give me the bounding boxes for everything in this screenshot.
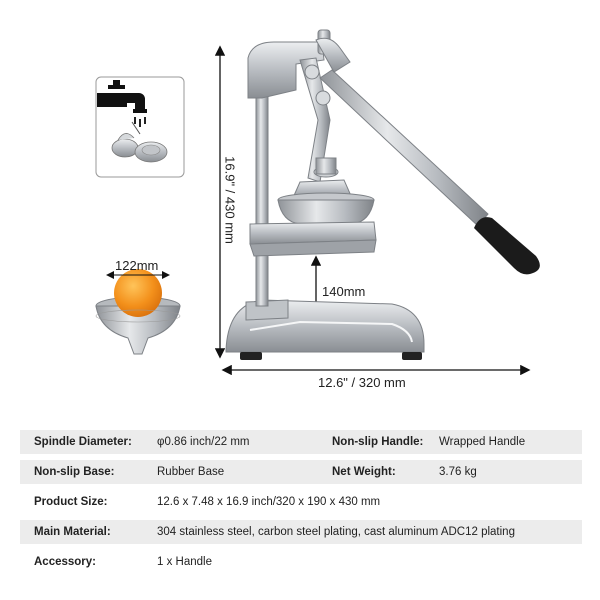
spec-row: [20, 460, 582, 484]
rubber-foot: [402, 352, 422, 360]
cone-with-orange: [96, 269, 180, 354]
spec-value: 3.76 kg: [439, 466, 477, 478]
rubber-foot: [240, 352, 262, 360]
spec-row: [20, 430, 582, 454]
juicer-body: [226, 30, 540, 360]
height-dimension-label: 16.9" / 430 mm: [222, 156, 238, 244]
spec-value: φ0.86 inch/22 mm: [157, 436, 250, 448]
cone-diameter-label: 122mm: [115, 258, 159, 273]
handle-grip: [474, 217, 540, 274]
spec-row: [20, 490, 582, 514]
spec-label: Accessory:: [34, 556, 97, 568]
spec-row: [20, 520, 582, 544]
spec-row: [20, 550, 582, 574]
spec-value: 12.6 x 7.48 x 16.9 inch/320 x 190 x 430 mm: [157, 496, 381, 508]
spec-value: 1 x Handle: [157, 556, 212, 568]
spec-label: Spindle Diameter:: [34, 436, 132, 448]
spec-label: Net Weight:: [332, 466, 396, 478]
spec-value: Rubber Base: [157, 466, 225, 478]
specification-table: [20, 430, 582, 580]
spec-value: 304 stainless steel, carbon steel plating, cast aluminum ADC12 plating: [157, 526, 515, 538]
spec-label: Non-slip Handle:: [332, 436, 424, 448]
washable-inset: [96, 77, 184, 177]
spec-value: Wrapped Handle: [439, 436, 526, 448]
spec-label: Non-slip Base:: [34, 466, 115, 478]
cup-height-label: 140mm: [322, 284, 366, 299]
spec-label: Product Size:: [34, 496, 108, 508]
width-dimension-label: 12.6" / 320 mm: [318, 375, 406, 390]
spec-label: Main Material:: [34, 526, 111, 538]
